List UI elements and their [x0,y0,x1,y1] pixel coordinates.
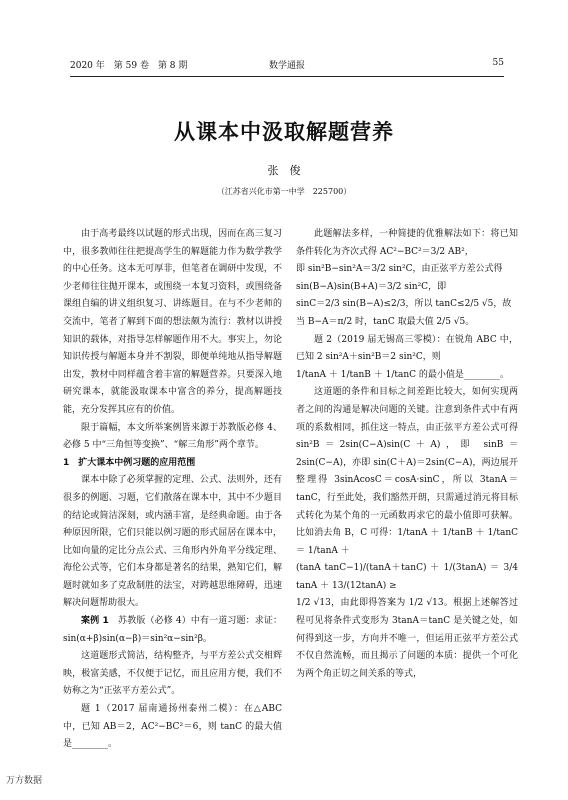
journal-name: 数学通报 [268,61,305,71]
page-number: 55 [492,58,504,68]
solution-1-step-1: 即 sin²B−sin²A＝3/2 sin²C，由正弦平方差公式得 [296,264,503,275]
running-header [70,58,504,74]
article-title: 从课本中汲取解题营养 [174,120,394,144]
intro-paragraph: 由于高考最终以试题的形式出现，因而在高三复习中，很多教师往往把提高学生的解题能力作为数学教学的中心任务。这本无可厚非，但笔者在调研中发现，不少老师往往抛开课本，或围绕一本复习资料，或围绕备课组自编的讲义组织复习、讲练题目。在与不少老师的交流中，笔者了解到下面的想法颇为流行：教材以讲授知识的载体，对指导怎样解题作用不大。事实上，勿论知识传授与解题本身并不割裂，即便单纯地从指导解题出发，教材中同样蕴含着丰富的解题营养。只要深入地研究课本，就能汲取课本中富含的养分，提高解题技能，充分发挥其应有的价值。 [63,229,282,415]
solution-2-equation: (tanA tanC−1)/(tanA＋tanC) ＋ 1/(3tanA) ＝ 3/4 tanA ＋ 13/(12tanA) ≥ [296,563,518,591]
section-heading-1: 1 扩大课本中例习题的应用范围 [63,457,196,468]
problem-2-target: 1/tanA ＋ 1/tanB ＋ 1/tanC 的最小值是________。 [296,369,509,380]
problem-1: 题 1（2017 届南通扬州泰州二模）：在△ABC 中，已知 AB＝2，AC²−BC²＝6，则 tanC 的最大值是________。 [63,704,282,750]
header-rule [70,76,504,77]
article-author: 张 俊 [267,164,301,177]
case-1-paragraph [63,613,282,648]
section-1-paragraph: 课本中除了必须掌握的定理、公式、法则外，还有很多的例题、习题，它们散落在课本中，其中不少题目的结论或简洁深刻，或内涵丰富，是经典命题。由于各种原因所限，它们只能以例习题的形式屈居在课本中，比如向量的定比分点公式、三角形内外角平分线定理、海伦公式等，它们本身都是著名的结果，熟知它们，解题时就如多了克敌制胜的法宝，对跨越思维障碍，迅速解决问题帮助很大。 [63,475,282,609]
scope-paragraph: 限于篇幅，本文所举案例皆来源于苏教版必修 4、必修 5 中“三角恒等变换”、“解三角形”两个章节。 [63,422,282,451]
solution-1-intro: 此题解法多样，一种简捷的优雅解法如下：将已知条件转化为齐次式得 AC²−BC²＝3/2 AB²， [296,229,518,257]
case-1-label: 案例 1 [81,616,109,627]
right-column [296,226,518,683]
solution-2-body: 这道题的条件和目标之间差距比较大，如何实现两者之间的沟通是解决问题的关键。注意到条件式中有两项的系数相同，抓住这一特点，由正弦平方差公式可得 sin²B＝2sin(C−A)sin(C＋A)，即 sinB＝2sin(C−A)，亦即 sin(C＋A)＝2sin(C−A)，两边展开整理得 3sinAcosC＝cosA·sinC，所以 3tanA＝tanC，行至此处，我们豁然开朗，只需通过消元将目标式转化为某个角的一元函数再求它的最小值即可获解。比如消去角 B，C 可得：1/tanA ＋ 1/tanB ＋ 1/tanC ＝ 1/tanA ＋ [296,387,518,556]
solution-1-conclusion: 当 B−A＝π/2 时，tanC 取最大值 2/5 √5。 [296,316,475,327]
author-affiliation: （江苏省兴化市第一中学 225700） [216,187,352,196]
left-column [63,226,282,754]
solution-1-step-2: sin(B−A)sin(B+A)＝3/2 sin²C，即 [296,281,447,292]
case-1-comment: 这道题形式简洁，结构整齐，与平方差公式交相辉映，极富美感，不仅便于记忆，而且应用方便，我们不妨称之为“正弦平方差公式”。 [63,651,282,697]
solution-1-step-3: sinC＝2/3 sin(B−A)≤2/3，所以 tanC≤2/5 √5，故 [296,299,512,310]
problem-2: 题 2（2019 届无锡高三零模）：在锐角 ABC 中，已知 2 sin²A＋sin²B＝2 sin²C，则 [296,334,518,363]
solution-2-conclusion: 1/2 √13，由此即得答案为 1/2 √13。根据上述解答过程可见将条件式变形为 3tanA＝tanC 是关键之处，如何得到这一步，方向并不唯一，但运用正弦平方差公式不仅自然流畅，而且揭示了问题的本质：提供一个可化为两个角正切之间关系的等式， [296,598,518,679]
issue-info: 2020 年 第 59 卷 第 8 期 [70,61,188,71]
watermark-footer: 万方数据 [6,776,43,786]
case-1-text: 苏教版（必修 4）中有一道习题：求证：sin(α+β)sin(α−β)＝sin²α−sin²β。 [63,616,282,644]
